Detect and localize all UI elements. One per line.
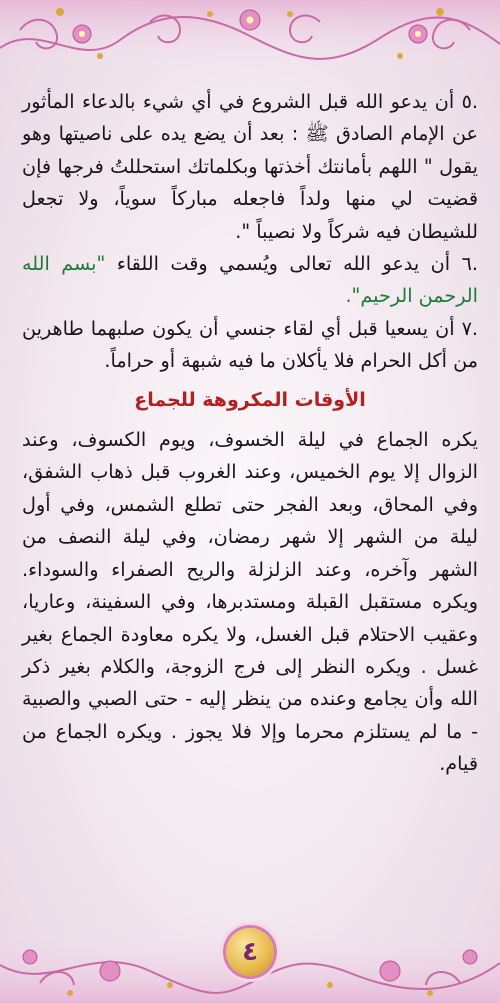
paragraph-6	[22, 248, 478, 313]
section-body: يكره الجماع في ليلة الخسوف، ويوم الكسوف، وعند الزوال إلا يوم الخميس، وعند الغروب قبل ذهاب الشفق، وفي المحاق، وبعد الفجر حتى تطلع الشمس، وفي أول ليلة من الشهر إلا شهر رمضان، وفي ليلة النصف من الشهر وآخره، وعند الزلزلة والريح الصفراء والسوداء. ويكره مستقبل القبلة ومستدبرها، وفي السفينة، وعاريا، وعقيب الاحتلام قبل الغسل، ولا يكره معاودة الجماع بغير غسل . ويكره النظر إلى فرج الزوجة، والكلام بغير ذكر الله وأن يجامع وعنده من ينظر إليه - حتى الصبي والصبية - ما لم يستلزم محرما وإلا فلا يجوز . ويكره الجماع من قيام.	[22, 428, 478, 776]
basmala-text: "بسم الله الرحمن الرحيم".	[22, 252, 478, 308]
section-heading: الأوقات المكروهة للجماع	[134, 388, 366, 411]
page-number-badge	[226, 928, 274, 976]
document-body	[22, 86, 478, 781]
paragraph-7: .٧ أن يسعيا قبل أي لقاء جنسي أن يكون صلبهما طاهرين من أكل الحرام فلا يأكلان ما فيه شبهة أو حراماً.	[22, 316, 478, 373]
top-floral-border	[0, 0, 500, 82]
page-number: ٤	[242, 937, 258, 967]
paragraph-6-text: .٦ أن يدعو الله تعالى ويُسمي وقت اللقاء	[116, 252, 478, 276]
paragraph-5: .٥ أن يدعو الله قبل الشروع في أي شيء بالدعاء المأثور عن الإمام الصادق ﷺ : بعد أن يضع يده على ناصيتها وهو يقول " اللهم بأمانتك أخذتها وبكلماتك استحللتُ فرجها فإن قضيت لي منها ولداً فاجعله مباركاً سوياً، ولا تجعل للشيطان فيه شركاً ولا نصيباً ".	[22, 90, 478, 243]
